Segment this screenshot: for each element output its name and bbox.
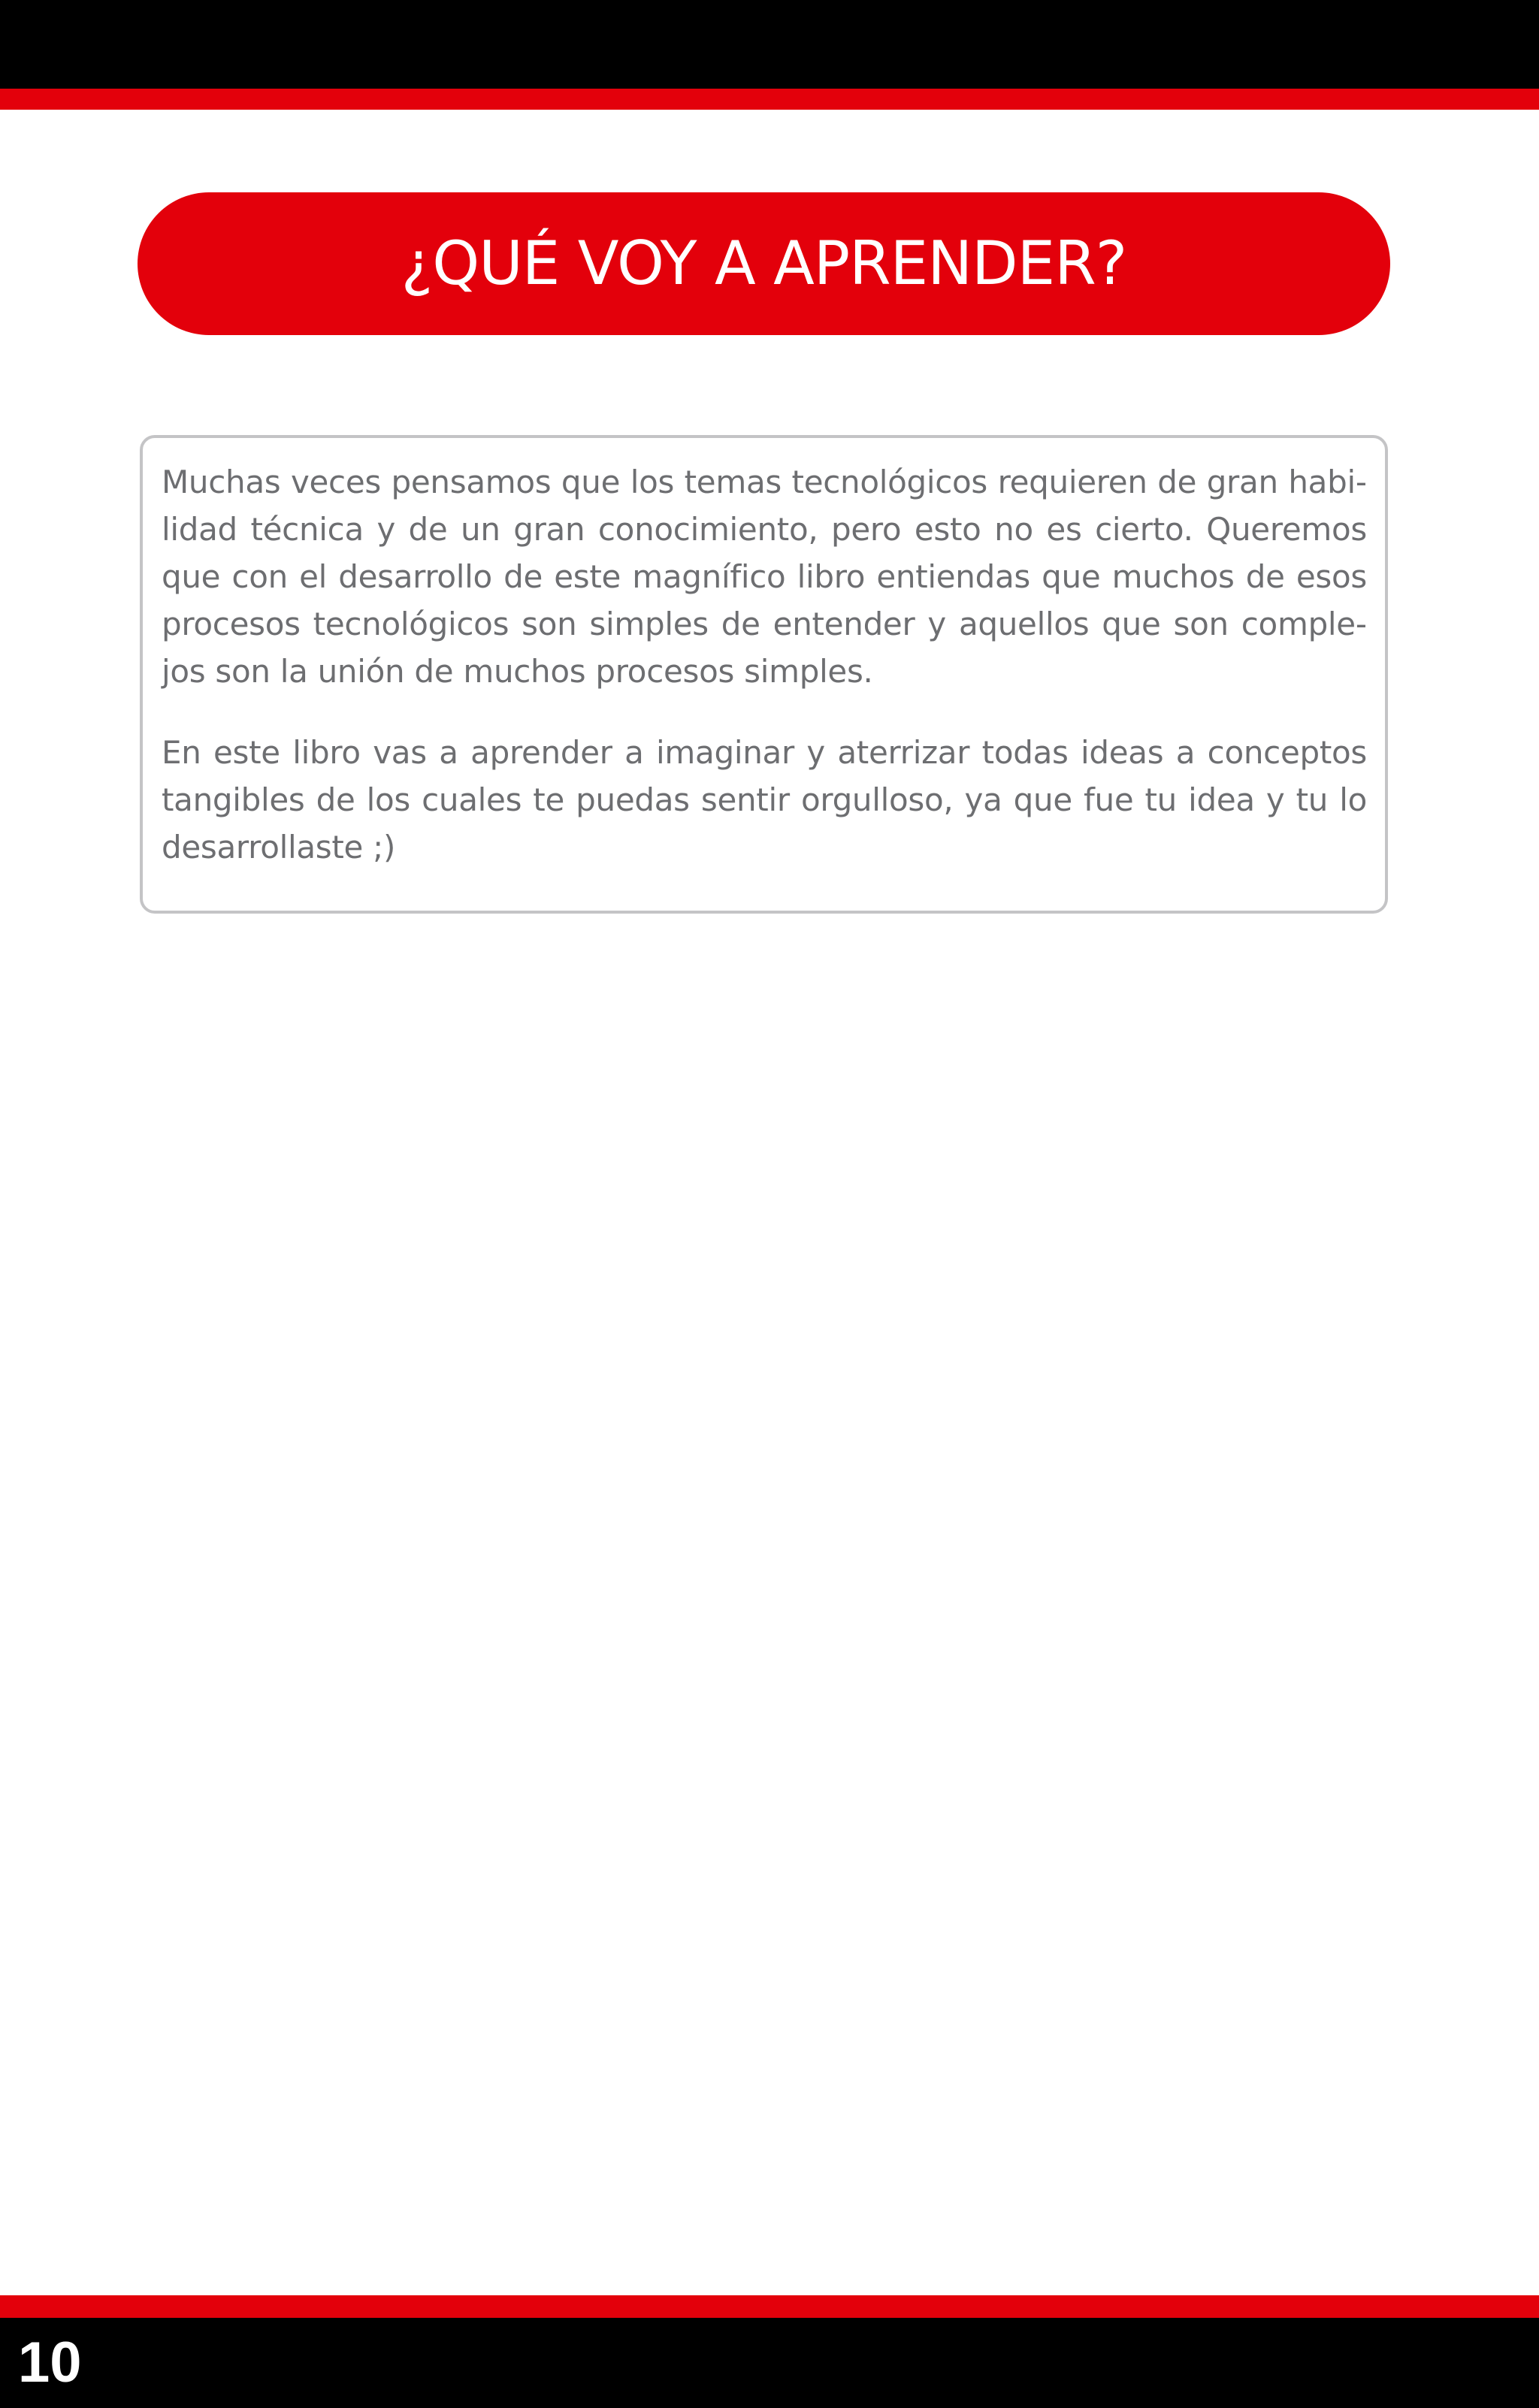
top-black-bar — [0, 0, 1539, 89]
section-title-banner — [138, 192, 1390, 335]
bottom-black-bar — [0, 2318, 1539, 2408]
intro-text-box — [140, 435, 1388, 914]
intro-paragraph-2: En este libro vas a aprender a imaginar y aterrizar todas ideas a conceptos tangibles de los cuales te puedas sentir orgulloso, ya que fue tu idea y tu lo desarrollaste ;) — [162, 734, 1367, 866]
intro-paragraph-1: Muchas veces pensamos que los temas tecnológicos requieren de gran habilidad técnica y de un gran conocimiento, pero esto no es cierto. Queremos que con el desarrollo de este magnífico libro entiendas que muchos de esos procesos tecnológicos son simples de entender y aquellos que son complejos son la unión de muchos procesos simples. — [162, 464, 1367, 690]
bottom-red-stripe — [0, 2295, 1539, 2318]
page-number: 10 — [18, 2331, 82, 2394]
top-red-stripe — [0, 89, 1539, 110]
section-title: ¿QUÉ VOY A APRENDER? — [401, 228, 1127, 298]
